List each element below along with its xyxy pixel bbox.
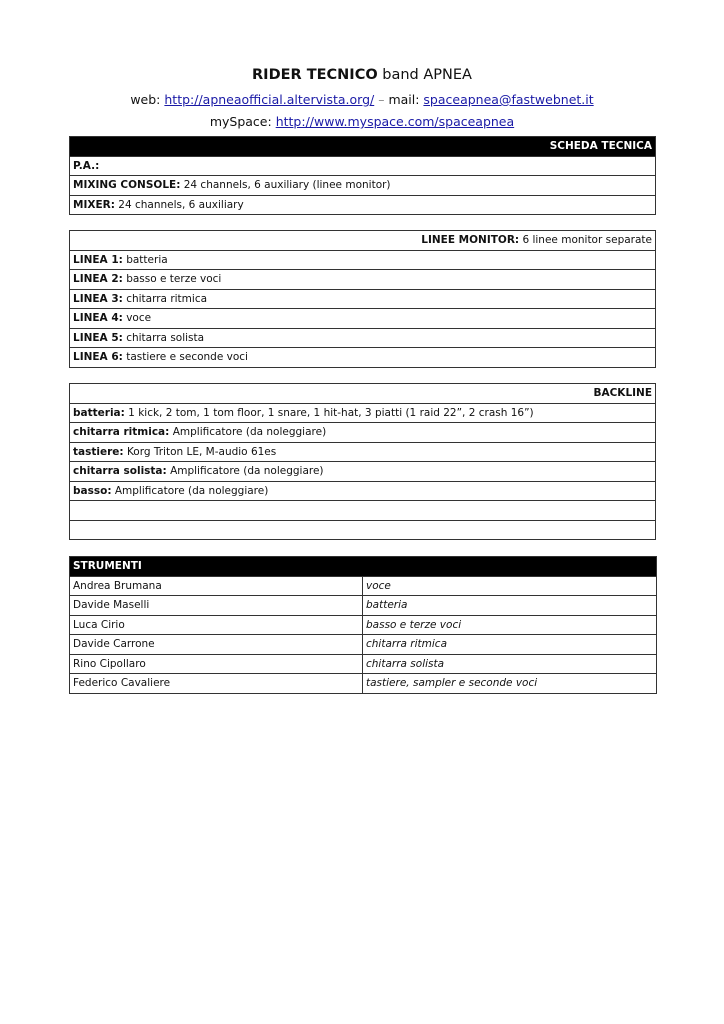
myspace-label: mySpace:: [209, 114, 272, 129]
mail-link[interactable]: spaceapnea@fastwebnet.it: [423, 92, 594, 107]
table-row: Andrea Brumana voce: [70, 576, 657, 596]
mail-label: mail:: [388, 92, 420, 107]
myspace-link[interactable]: http://www.myspace.com/spaceapnea: [275, 114, 515, 129]
empty-row: [70, 501, 656, 521]
table-row: Federico Cavaliere tastiere, sampler e seconde voci: [70, 674, 657, 694]
strumenti-table: [69, 556, 657, 694]
table-row: LINEA 5: chitarra solista: [70, 328, 656, 348]
table-row: Rino Cipollaro chitarra solista: [70, 654, 657, 674]
separator: –: [378, 92, 385, 107]
table-row: batteria: 1 kick, 2 tom, 1 tom floor, 1 snare, 1 hit-hat, 3 piatti (1 raid 22”, 2 crash 16”): [70, 403, 656, 423]
scheda-heading: SCHEDA TECNICA: [70, 137, 656, 157]
table-row: MIXING CONSOLE: 24 channels, 6 auxiliary (linee monitor): [70, 176, 656, 196]
backline-table: [69, 383, 656, 540]
table-row: P.A.:: [70, 156, 656, 176]
table-row: chitarra solista: Amplificatore (da noleggiare): [70, 462, 656, 482]
web-link[interactable]: http://apneaofficial.altervista.org/: [164, 92, 375, 107]
linee-monitor-table: [69, 230, 656, 368]
myspace-line: [0, 114, 724, 129]
table-row: LINEA 4: voce: [70, 309, 656, 329]
document-title: [0, 67, 724, 83]
empty-row: [70, 520, 656, 540]
scheda-tecnica-table: [69, 136, 656, 215]
table-row: Luca Cirio basso e terze voci: [70, 615, 657, 635]
monitor-heading: LINEE MONITOR: 6 linee monitor separate: [70, 231, 656, 251]
web-label: web:: [130, 92, 161, 107]
strumenti-heading: STRUMENTI: [70, 557, 657, 577]
title-rest: band APNEA: [382, 67, 472, 83]
contact-line: [0, 92, 724, 107]
table-row: tastiere: Korg Triton LE, M-audio 61es: [70, 442, 656, 462]
table-row: basso: Amplificatore (da noleggiare): [70, 481, 656, 501]
backline-heading: BACKLINE: [70, 384, 656, 404]
table-row: chitarra ritmica: Amplificatore (da noleggiare): [70, 423, 656, 443]
table-row: Davide Carrone chitarra ritmica: [70, 635, 657, 655]
table-row: LINEA 3: chitarra ritmica: [70, 289, 656, 309]
table-row: LINEA 2: basso e terze voci: [70, 270, 656, 290]
table-row: LINEA 1: batteria: [70, 250, 656, 270]
table-row: MIXER: 24 channels, 6 auxiliary: [70, 195, 656, 215]
table-row: Davide Maselli batteria: [70, 596, 657, 616]
table-row: LINEA 6: tastiere e seconde voci: [70, 348, 656, 368]
title-bold: RIDER TECNICO: [252, 67, 378, 83]
